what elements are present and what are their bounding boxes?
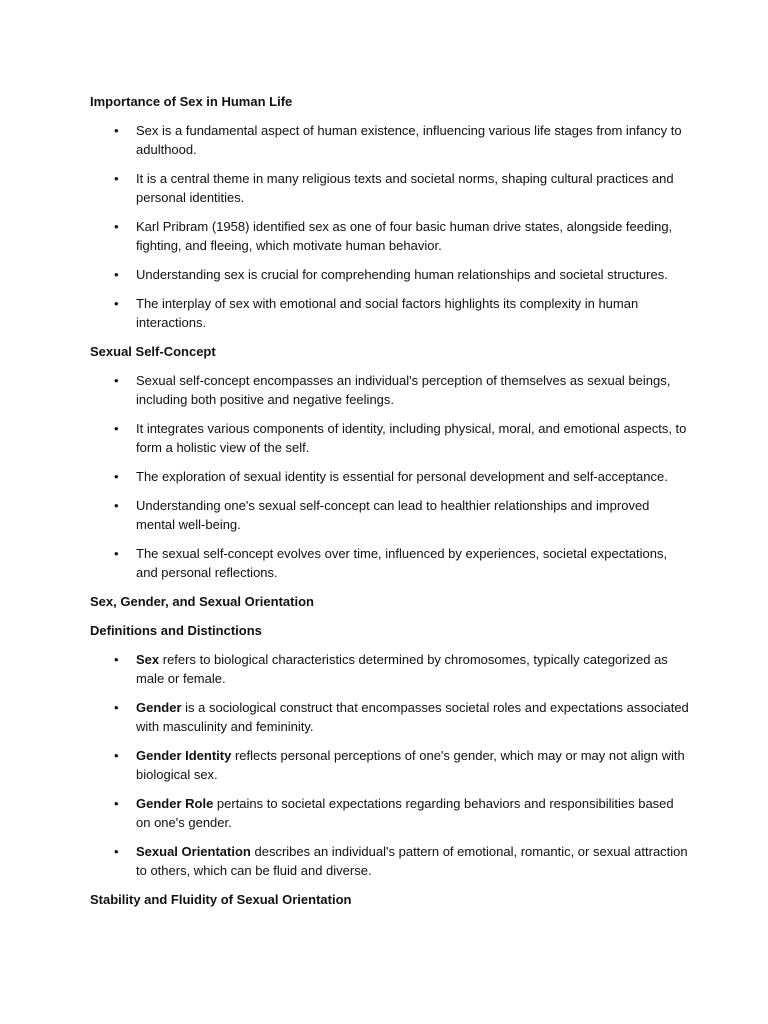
bullet-icon: • — [114, 296, 119, 311]
document-page — [90, 92, 690, 919]
bullet-icon: • — [114, 796, 119, 811]
bullet-icon: • — [114, 546, 119, 561]
bullet-icon: • — [114, 748, 119, 763]
bullet-icon: • — [114, 700, 119, 715]
bullet-icon: • — [114, 498, 119, 513]
bullet-icon: • — [114, 469, 119, 484]
list-item — [90, 746, 690, 784]
section-heading-definitions: Definitions and Distinctions — [90, 623, 262, 638]
definition-text: reflects personal perceptions of one's gender, which may or may not align with biological sex. — [136, 748, 685, 782]
bullet-icon: • — [114, 844, 119, 859]
definition-term: Gender Identity — [136, 748, 232, 763]
bullet-list-self-concept — [90, 371, 690, 582]
list-item-text: The sexual self-concept evolves over time, influenced by experiences, societal expectations, and personal reflections. — [136, 546, 668, 580]
list-item — [90, 496, 690, 534]
bullet-icon: • — [114, 421, 119, 436]
section-heading-orientation: Sex, Gender, and Sexual Orientation — [90, 594, 314, 609]
list-item — [90, 698, 690, 736]
bullet-icon: • — [114, 123, 119, 138]
bullet-icon: • — [114, 219, 119, 234]
section-heading-stability: Stability and Fluidity of Sexual Orientation — [90, 892, 352, 907]
list-item — [90, 121, 690, 159]
bullet-icon: • — [114, 652, 119, 667]
list-item-text: It integrates various components of identity, including physical, moral, and emotional aspects, to form a holistic view of the self. — [136, 421, 687, 455]
list-item — [90, 794, 690, 832]
definition-text: describes an individual's pattern of emotional, romantic, or sexual attraction to others, which can be fluid and diverse. — [136, 844, 688, 878]
bullet-icon: • — [114, 171, 119, 186]
definition-text: pertains to societal expectations regarding behaviors and responsibilities based on one's gender. — [136, 796, 674, 830]
list-item — [90, 467, 690, 486]
list-item — [90, 419, 690, 457]
bullet-icon: • — [114, 373, 119, 388]
section-heading-importance: Importance of Sex in Human Life — [90, 94, 293, 109]
list-item-text: Understanding sex is crucial for comprehending human relationships and societal structures. — [136, 267, 668, 282]
definition-term: Sexual Orientation — [136, 844, 251, 859]
bullet-list-definitions — [90, 650, 690, 880]
definition-text: is a sociological construct that encompasses societal roles and expectations associated with masculinity and femininity. — [136, 700, 689, 734]
list-item — [90, 265, 690, 284]
section-heading-self-concept: Sexual Self-Concept — [90, 344, 216, 359]
list-item-text: The interplay of sex with emotional and social factors highlights its complexity in human interactions. — [136, 296, 639, 330]
definition-term: Gender Role — [136, 796, 214, 811]
list-item — [90, 842, 690, 880]
definition-text: refers to biological characteristics determined by chromosomes, typically categorized as male or female. — [136, 652, 668, 686]
bullet-list-importance — [90, 121, 690, 332]
definition-term: Gender — [136, 700, 182, 715]
list-item-text: Sexual self-concept encompasses an individual's perception of themselves as sexual beings, including both positive and negative feelings. — [136, 373, 671, 407]
list-item — [90, 544, 690, 582]
list-item — [90, 169, 690, 207]
list-item-text: Understanding one's sexual self-concept can lead to healthier relationships and improved mental well-being. — [136, 498, 650, 532]
list-item — [90, 294, 690, 332]
list-item-text: Sex is a fundamental aspect of human existence, influencing various life stages from infancy to adulthood. — [136, 123, 682, 157]
bullet-icon: • — [114, 267, 119, 282]
list-item-text: The exploration of sexual identity is essential for personal development and self-acceptance. — [136, 469, 668, 484]
list-item-text: It is a central theme in many religious texts and societal norms, shaping cultural practices and personal identities. — [136, 171, 674, 205]
list-item — [90, 650, 690, 688]
list-item-text: Karl Pribram (1958) identified sex as one of four basic human drive states, alongside feeding, fighting, and fleeing, which motivate human behavior. — [136, 219, 673, 253]
definition-term: Sex — [136, 652, 160, 667]
list-item — [90, 217, 690, 255]
list-item — [90, 371, 690, 409]
